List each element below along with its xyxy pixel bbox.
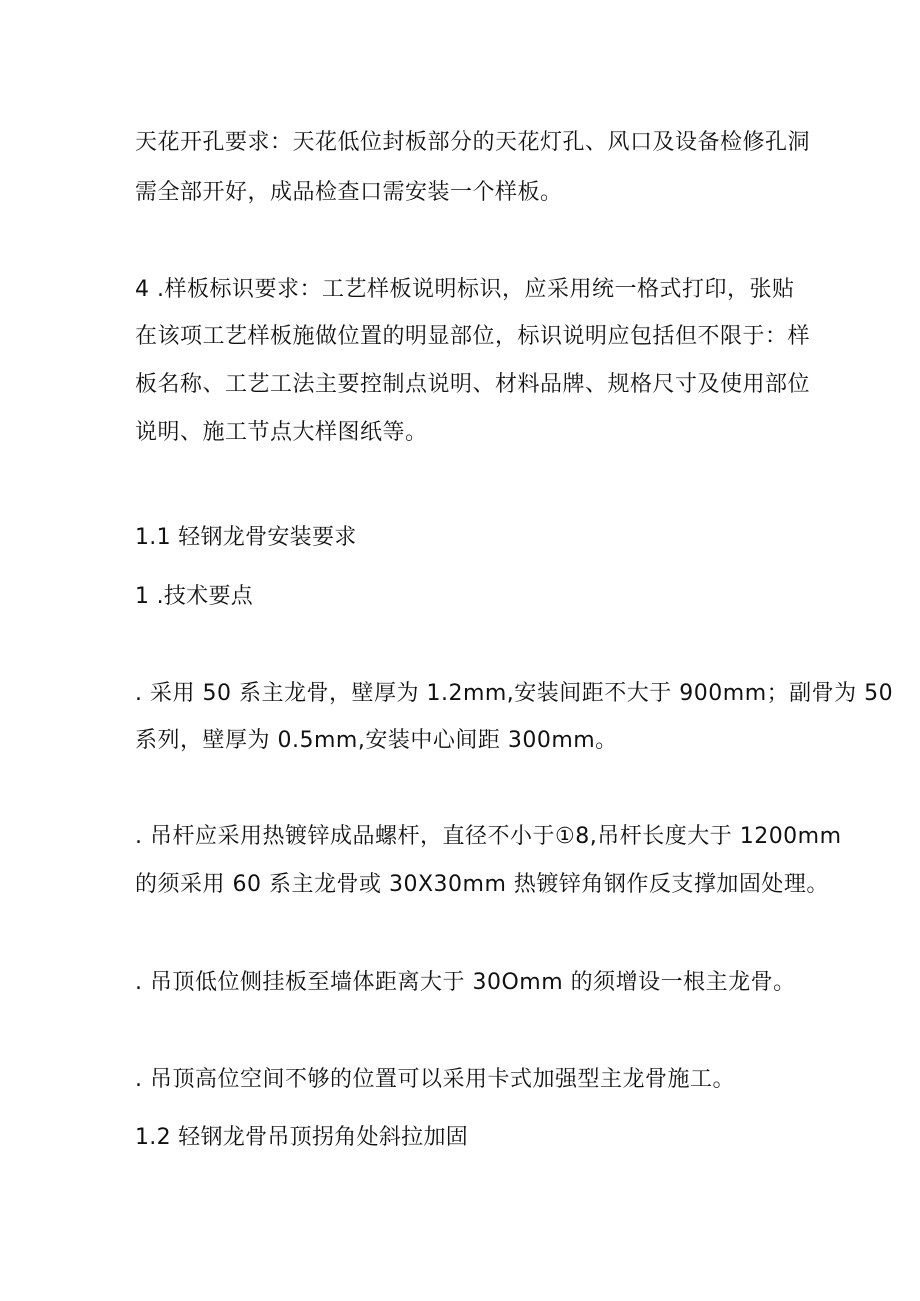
p2-line1: 4 .样板标识要求：工艺样板说明标识，应采用统一格式打印，张贴 <box>135 277 795 302</box>
subheading-technical-points: 1 .技术要点 <box>135 584 254 609</box>
p1-line1: 天花开孔要求：天花低位封板部分的天花灯孔、风口及设备检修孔洞 <box>135 130 811 155</box>
p5: . 吊顶低位侧挂板至墙体距离大于 30Omm 的须增设一根主龙骨。 <box>135 970 796 995</box>
p2-line2: 在该项工艺样板施做位置的明显部位，标识说明应包括但不限于：样 <box>135 324 811 349</box>
p6: . 吊顶高位空间不够的位置可以采用卡式加强型主龙骨施工。 <box>135 1067 735 1092</box>
p4-line1: . 吊杆应采用热镀锌成品螺杆，直径不小于①8,吊杆长度大于 1200mm <box>135 824 842 849</box>
p3-line2: 系列，壁厚为 0.5mm,安装中心间距 300mm。 <box>135 728 618 753</box>
p2-line4: 说明、施工节点大样图纸等。 <box>135 420 428 445</box>
p2-line3: 板名称、工艺工法主要控制点说明、材料品牌、规格尺寸及使用部位 <box>135 372 811 397</box>
p1-line2: 需全部开好，成品检查口需安装一个样板。 <box>135 180 563 205</box>
p3-line1: . 采用 50 系主龙骨，壁厚为 1.2mm,安装间距不大于 900mm；副骨为 50 <box>135 681 894 706</box>
p4-line2: 的须采用 60 系主龙骨或 30X30mm 热镀锌角钢作反支撑加固处理。 <box>135 872 829 897</box>
section-heading-1-1: 1.1 轻钢龙骨安装要求 <box>135 525 357 550</box>
section-heading-1-2: 1.2 轻钢龙骨吊顶拐角处斜拉加固 <box>135 1125 469 1150</box>
